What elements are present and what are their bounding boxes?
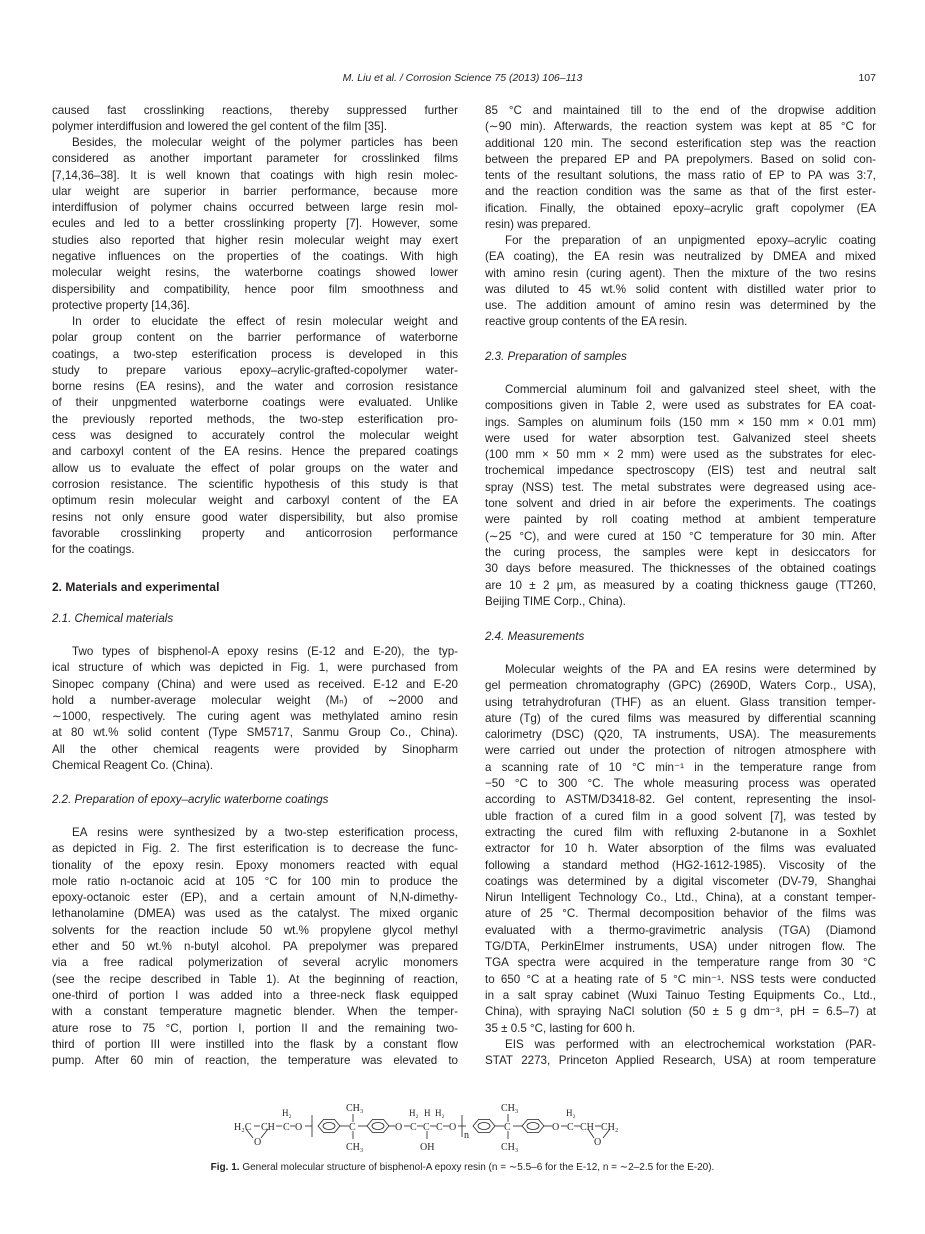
text-line: were carried out under the protection of nitrogen atmosphere with — [485, 744, 876, 758]
text-line: additional 120 min. The second esterification step was the reaction — [485, 136, 876, 150]
text-line: between the prepared EP and PA prepolymers. Based on solid con- — [485, 152, 876, 166]
text-line: Molecular weights of the PA and EA resins were determined by — [505, 663, 876, 676]
text-line: Chemical Reagent Co. (China). — [52, 759, 214, 773]
text-line: ether and 50 wt.% n-butyl alcohol. PA prepolymer was prepared — [52, 940, 458, 954]
text-line: the previously reported methods, the two-step esterification pro- — [52, 412, 458, 426]
paragraph — [52, 825, 458, 1069]
text-line: with a constant temperature magnetic blender. When the temper- — [52, 1005, 458, 1019]
atom-label: CH₃ — [346, 1142, 364, 1153]
text-line: are 10 ± 2 μm, as measured by a coating thickness gauge (TT260, — [485, 578, 876, 592]
atom-label: C — [410, 1122, 417, 1133]
atom-label: H — [424, 1108, 431, 1118]
benzene-ring — [318, 1120, 340, 1133]
atom-label: n — [464, 1130, 469, 1141]
text-line: Besides, the molecular weight of the polymer particles has been — [72, 136, 458, 149]
text-line: tone solvent and dried in air before the experiments. The coatings — [485, 497, 876, 511]
text-line: according to ASTM/D3418-82. Gel content, representing the insol- — [485, 793, 876, 807]
atom-label: H₂ — [282, 1108, 292, 1118]
text-line: a scanning rate of 10 °C min⁻¹ in the temperature range from — [485, 760, 876, 774]
text-line: using tetrahydrofuran (THF) as an eluent. Glass transition temper- — [485, 695, 876, 709]
text-line: and carboxyl content of the EA resins. Hence the prepared coatings — [52, 445, 458, 459]
text-line: ature (Tg) of the cured films was measured by differential scanning — [485, 711, 876, 725]
text-line: to 650 °C at a heating rate of 5 °C min⁻¹. NSS tests were conducted — [485, 972, 876, 986]
text-line: use. The addition amount of amino resin was determined by the — [485, 299, 876, 313]
atom-label: O — [295, 1122, 303, 1133]
text-line: borne resins (EA resins), and the water and corrosion resistance — [52, 380, 458, 394]
text-line: coatings, a two-step esterification process is developed in this — [52, 347, 458, 361]
text-line: dispersibility and compatibility, hence poor film smoothness and — [52, 282, 458, 296]
text-line: China), with spraying NaCl solution (50 ± 5 g dm⁻³, pH = 6.5–7) at — [485, 1005, 876, 1019]
text-line: were painted by roll coating method at ambient temperature — [485, 513, 876, 527]
text-line: (see the recipe described in Table 1). At the beginning of reaction, — [52, 972, 458, 986]
text-line: reactive group contents of the EA resin. — [485, 315, 688, 329]
text-line: Commercial aluminum foil and galvanized steel sheet, with the — [505, 383, 876, 396]
text-line: as depicted in Fig. 2. The first esterification is to decrease the func- — [52, 842, 458, 856]
atom-label: CH — [580, 1122, 594, 1133]
text-line: of their unpgmented waterborne coatings were evaluated. Unlike — [52, 396, 458, 410]
text-line: 85 °C and maintained till to the end of the dropwise addition — [485, 104, 876, 117]
subsection-heading: 2.4. Measurements — [485, 630, 585, 643]
text-line: polymer interdiffusion and lowered the gel content of the film [35]. — [52, 120, 387, 134]
text-line: −50 °C to 300 °C. The whole measuring process was operated — [485, 777, 876, 791]
paragraph — [485, 1037, 876, 1070]
text-line: (EA coating), the EA resin was neutralized by DMEA and mixed — [485, 250, 876, 264]
paragraph — [52, 314, 458, 558]
text-line: corrosion resistance. The scientific hypothesis of this study is that — [52, 477, 458, 491]
text-line: STAT 2273, Princeton Applied Research, USA) at room temperature — [485, 1054, 876, 1068]
atom-label: H₂ — [409, 1108, 419, 1118]
text-line: evaluated with a thermo-gravimetric analysis (TGA) (Diamond — [485, 923, 876, 937]
text-line: caused fast crosslinking reactions, thereby suppressed further — [52, 104, 458, 117]
text-line: uble fraction of a cured film in a good solvent [7], was tested by — [485, 809, 876, 823]
paragraph — [52, 644, 458, 774]
text-line: Beijing TIME Corp., China). — [485, 594, 626, 608]
text-line: coatings was determined by a digital viscometer (DV-79, Shanghai — [485, 874, 876, 888]
text-line: third of portion III were instilled into the flask by a constant flow — [52, 1037, 458, 1051]
atom-label: O — [594, 1137, 602, 1148]
atom-label: C — [349, 1122, 356, 1133]
atom-label: CH₃ — [346, 1103, 364, 1114]
text-line: favorable crosslinking property and anticorrosion performance — [52, 526, 458, 540]
text-line: 30 days before measured. The thicknesses of the obtained coatings — [485, 562, 876, 576]
text-line: were used for water absorption test. Galvanized steel sheets — [485, 431, 876, 445]
text-line: [7,14,36–38]. It is well known that coatings with high resin molec- — [52, 168, 458, 182]
text-line: (100 mm × 50 mm × 2 mm) were used as the substrates for elec- — [485, 448, 876, 462]
text-line: For the preparation of an unpigmented epoxy–acrylic coating — [505, 234, 876, 247]
text-line: Sinopec company (China) and were used as received. E-12 and E-20 — [52, 677, 458, 691]
text-line: ings. Samples on aluminum foils (150 mm × 150 mm × 0.01 mm) — [485, 415, 876, 429]
benzene-ring — [473, 1120, 495, 1133]
atom-label: C — [567, 1122, 574, 1133]
text-line: lethanolamine (DMEA) was used as the catalyst. The mixed organic — [52, 907, 458, 921]
text-line: tionality of the epoxy resin. Epoxy monomers reacted with equal — [52, 858, 458, 872]
atom-label: C — [504, 1122, 511, 1133]
text-line: ∼1000, respectively. The curing agent was methylated amino resin — [52, 710, 458, 724]
benzene-ring — [367, 1120, 389, 1133]
text-line: ature of 25 °C. Thermal decomposition behavior of the films was — [485, 907, 876, 921]
text-line: ification. Finally, the obtained epoxy–acrylic graft copolymer (EA — [485, 201, 876, 215]
figure-caption — [0, 1162, 925, 1173]
text-line: Nirun Intelligent Technology Co., Ltd., China), at a constant temper- — [485, 891, 876, 905]
text-line: extractor for 10 h. Water absorption of the films was evaluated — [485, 842, 876, 856]
caption-text: General molecular structure of bisphenol-A epoxy resin (n = ∼5.5–6 for the E-12, n = ∼2–2.5 for the E-20). — [239, 1162, 715, 1173]
text-line: at 80 wt.% solid content (Type SM5717, Sanmu Group Co., China). — [52, 726, 458, 740]
text-line: cess was designed to accurately control the molecular weight — [52, 429, 458, 443]
text-line: ular weight are superior in barrier performance, because more — [52, 184, 458, 198]
text-line: via a free radical polymerization of several acrylic monomers — [52, 956, 458, 970]
text-line: was diluted to 45 wt.% solid content with distilled water prior to — [485, 282, 876, 296]
text-line: ecules and led to a better crosslinking property [7]. However, some — [52, 217, 458, 231]
paragraph — [485, 662, 876, 1037]
text-line: and the reaction condition was the same as that of the first ester- — [485, 185, 876, 199]
text-line: (∼90 min). Afterwards, the reaction system was kept at 85 °C for — [485, 120, 876, 134]
section-heading: 2. Materials and experimental — [52, 580, 220, 594]
text-line: extracting the cured film with refluxing 2-butanone in a Soxhlet — [485, 825, 876, 839]
subsection-heading: 2.3. Preparation of samples — [485, 350, 627, 363]
page-number: 107 — [858, 72, 876, 84]
text-line: EIS was performed with an electrochemical workstation (PAR- — [505, 1038, 876, 1051]
text-line: TG/DTA, PerkinElmer instruments, USA) under nitrogen flow. The — [485, 940, 876, 954]
atom-label: CH — [261, 1122, 275, 1133]
text-line: tents of the resultant solutions, the mass ratio of EP to PA was 3:7, — [485, 169, 876, 183]
text-line: EA resins were synthesized by a two-step esterification process, — [72, 826, 458, 839]
text-line: calorimetry (DSC) (Q20, TA instruments, USA). The measurements — [485, 728, 876, 742]
benzene-ring — [522, 1120, 544, 1133]
text-line: considered as another important parameter for crosslinked films — [52, 152, 458, 166]
atom-label: O — [449, 1122, 457, 1133]
text-line: with amino resin (curing agent). Then the mixture of the two resins — [485, 266, 876, 280]
text-line: interdiffusion of polymer chains occurred between large resin mol- — [52, 201, 458, 215]
text-line: spray (NSS) test. The metal substrates were degreased using ace- — [485, 480, 876, 494]
text-line: optimum resin molecular weight and carboxyl content of the EA — [52, 494, 458, 508]
atom-label: C — [423, 1122, 430, 1133]
paragraph — [52, 103, 458, 136]
text-line: the curing process, the samples were kept in desiccators for — [485, 545, 876, 559]
text-line: trochemical impedance spectroscopy (EIS) test and neutral salt — [485, 464, 876, 478]
text-line: one-third of portion I was added into a three-neck flask equipped — [52, 988, 458, 1002]
atom-label: CH₃ — [501, 1142, 519, 1153]
subsection-heading: 2.2. Preparation of epoxy–acrylic waterborne coatings — [52, 793, 329, 806]
text-line: mole ratio n-octanoic acid at 105 °C for 100 min to produce the — [52, 874, 458, 888]
text-line: ical structure of which was depicted in Fig. 1, were purchased from — [52, 661, 458, 675]
text-line: All the other chemical reagents were provided by Sinopharm — [52, 742, 458, 756]
text-line: following a standard method (HG2-1612-1985). Viscosity of the — [485, 858, 876, 872]
text-line: TGA spectra were acquired in the temperature range from 30 °C — [485, 956, 876, 970]
text-line: resin) was prepared. — [485, 218, 591, 232]
text-line: hold a number-average molecular weight (Mₙ) of ∼2000 and — [52, 693, 458, 707]
text-line: solvents for the reaction include 50 wt.% propylene glycol methyl — [52, 923, 458, 937]
text-line: 35 ± 0.5 °C, lasting for 600 h. — [485, 1021, 636, 1035]
atom-label: H₂C — [234, 1122, 252, 1133]
paragraph — [485, 382, 876, 610]
text-line: In order to elucidate the effect of resin molecular weight and — [72, 315, 458, 328]
subsection-heading: 2.1. Chemical materials — [52, 612, 174, 625]
text-line: polar group content on the barrier performance of waterborne — [52, 331, 458, 345]
atom-label: H₂ — [435, 1108, 445, 1118]
atom-label: O — [552, 1122, 560, 1133]
atom-label: CH₂ — [601, 1122, 619, 1133]
atom-label: OH — [420, 1142, 435, 1153]
text-line: gel permeation chromatography (GPC) (2690D, Waters Corp., USA), — [485, 679, 876, 693]
text-line: negative influences on the properties of the coatings. With high — [52, 250, 458, 264]
atom-label: H₂ — [566, 1108, 576, 1118]
epoxy-structure-figure — [232, 1093, 702, 1155]
text-line: allow us to evaluate the effect of polar groups on the water and — [52, 461, 458, 475]
text-line: ature rose to 75 °C, portion I, portion II and the remaining two- — [52, 1021, 458, 1035]
text-line: epoxy-octanoic ester (EP), and a certain amount of N,N-dimethy- — [52, 891, 458, 905]
paragraph — [485, 233, 876, 331]
text-line: study to prepare various epoxy–acrylic-grafted-copolymer water- — [52, 363, 458, 377]
paragraph — [485, 103, 876, 233]
atom-label: O — [395, 1122, 403, 1133]
atom-label: C — [283, 1122, 290, 1133]
atom-label: C — [436, 1122, 443, 1133]
text-line: protective property [14,36]. — [52, 298, 190, 312]
running-header: M. Liu et al. / Corrosion Science 75 (2013) 106–113 — [342, 72, 583, 84]
text-line: compositions given in Table 2, were used as substrates for EA coat- — [485, 399, 876, 413]
atom-label: CH₃ — [501, 1103, 519, 1114]
text-line: Two types of bisphenol-A epoxy resins (E-12 and E-20), the typ- — [72, 645, 458, 658]
atom-label: O — [254, 1137, 262, 1148]
text-line: (∼25 °C), and were cured at 150 °C temperature for 30 min. After — [485, 529, 876, 543]
caption-label: Fig. 1. — [210, 1162, 240, 1173]
paragraph — [52, 135, 458, 314]
text-line: pump. After 60 min of reaction, the temperature was elevated to — [52, 1054, 458, 1068]
text-line: molecular weight resins, the waterborne coatings showed lower — [52, 266, 458, 280]
text-line: in a salt spray cabinet (Wuxi Tainuo Testing Equipments Co., Ltd., — [485, 988, 876, 1002]
text-line: for the coatings. — [52, 543, 135, 557]
text-line: studies also reported that higher resin molecular weight may exert — [52, 233, 458, 247]
text-line: resins not only ensure good water dispersibility, but also promise — [52, 510, 458, 524]
